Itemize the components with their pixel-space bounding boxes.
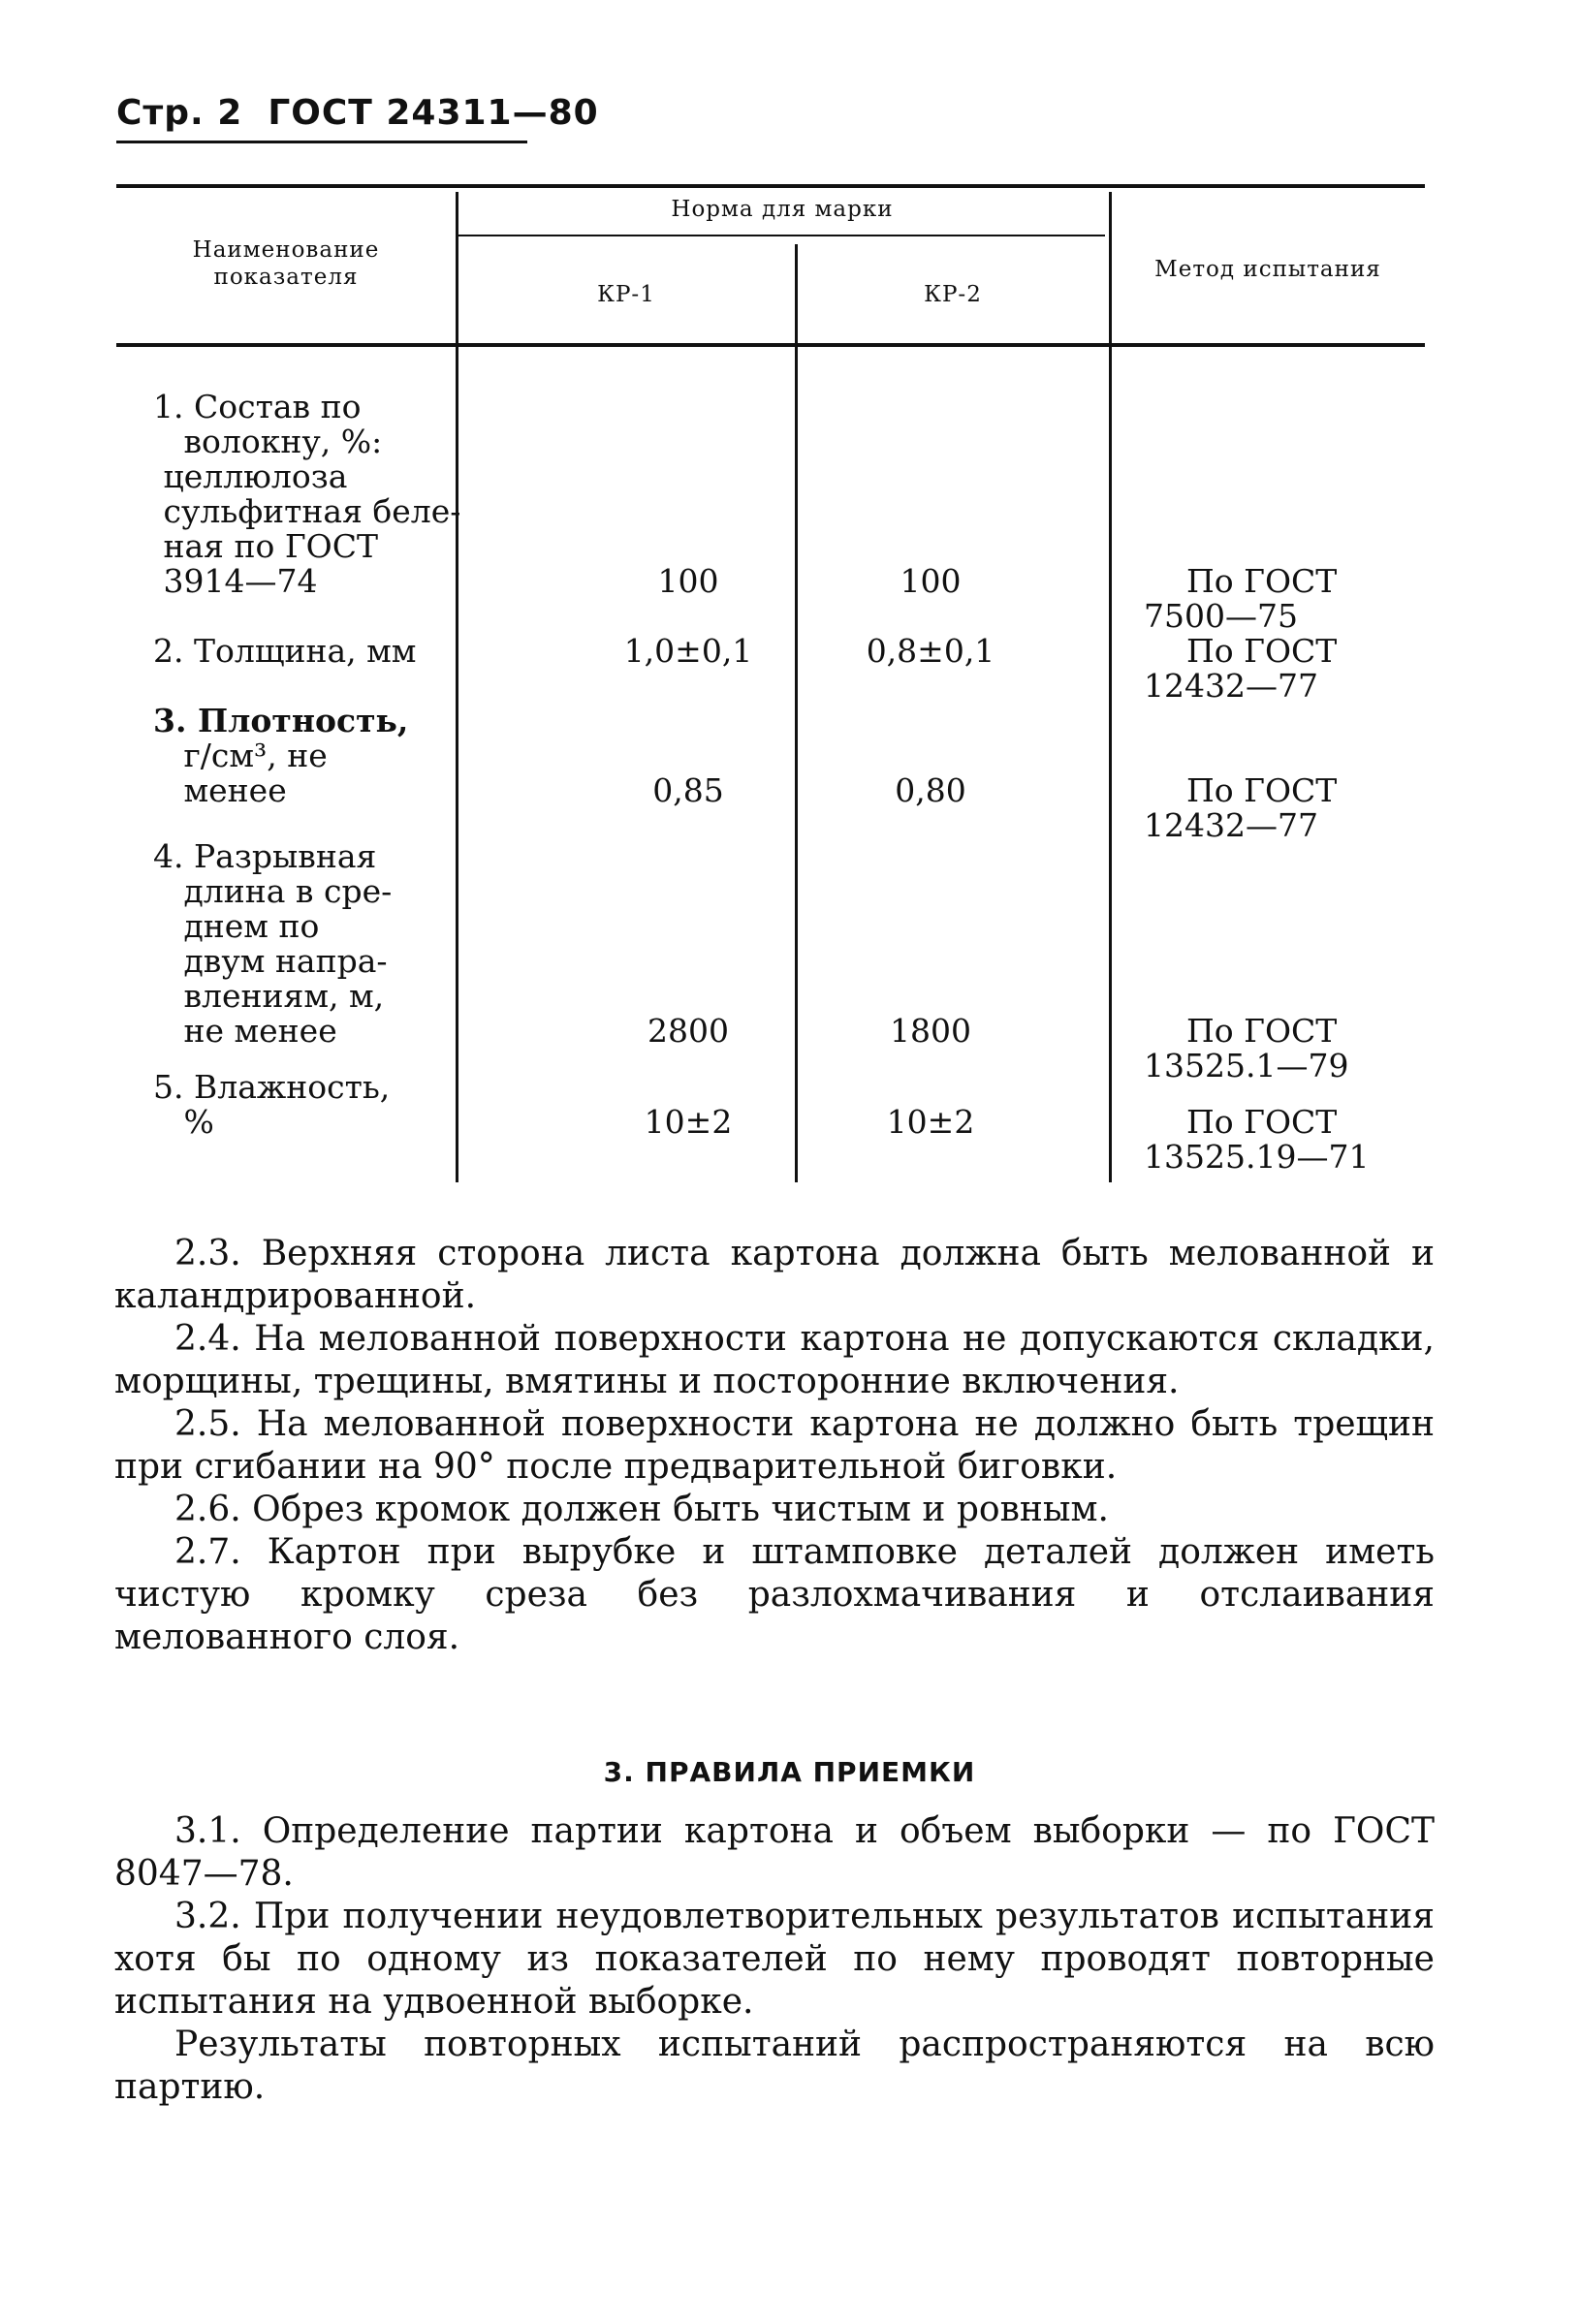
section-3-heading: 3. ПРАВИЛА ПРИЕМКИ [603, 1756, 976, 1788]
col-header-method: Метод испытания [1154, 257, 1381, 282]
paragraph-2-4: 2.4. На мелованной поверхности картона не допускаются складки, морщины, трещины, вмятины и посторонние включения. [114, 1319, 1435, 1401]
requirements-table [116, 184, 1425, 1182]
row-5-method-std: 13525.19—71 [1144, 1138, 1370, 1176]
row-4-method [1144, 1014, 1396, 1083]
paragraph-2-5: 2.5. На мелованной поверхности картона не должно быть трещин при сгибании на 90° после предварительной биговки. [114, 1404, 1435, 1487]
col-header-norm: Норма для марки [671, 197, 894, 222]
row-1-method [1144, 564, 1396, 634]
standard-designation: ГОСТ 24311—80 [268, 93, 599, 133]
row-1-kr1: 100 [657, 562, 719, 600]
row-3-method-ref: По ГОСТ [1186, 771, 1338, 809]
col-header-name: Наименование показателя [192, 237, 380, 290]
row-4-kr2: 1800 [890, 1012, 971, 1050]
row-3-method-std: 12432—77 [1144, 806, 1318, 844]
paragraph-3-1: 3.1. Определение партии картона и объем выборки — по ГОСТ 8047—78. [114, 1811, 1435, 1894]
column-divider-3 [1109, 192, 1112, 1182]
row-5-kr1: 10±2 [644, 1103, 733, 1141]
row-3-kr1: 0,85 [652, 771, 724, 809]
row-5-name: 5. Влажность, % [153, 1068, 391, 1141]
row-4-method-ref: По ГОСТ [1186, 1012, 1338, 1050]
row-1-method-ref: По ГОСТ [1186, 562, 1338, 600]
running-header [116, 93, 599, 133]
row-3-name: г/см³, не менее [183, 737, 328, 809]
header-rule [116, 141, 527, 143]
row-1-kr2: 100 [900, 562, 962, 600]
row-5-method-ref: По ГОСТ [1186, 1103, 1338, 1141]
row-2-method-ref: По ГОСТ [1186, 632, 1338, 670]
col-header-kr2: КР-2 [924, 282, 982, 307]
paragraph-2-6: 2.6. Обрез кромок должен быть чистым и ровным. [174, 1490, 1109, 1529]
paragraph-2-3: 2.3. Верхняя сторона листа картона должна быть мелованной и каландрированной. [114, 1234, 1435, 1316]
row-1-method-std: 7500—75 [1144, 597, 1298, 635]
row-1-name: 1. Состав по волокну, %: целлюлоза сульфитная беле- ная по ГОСТ 3914—74 [153, 388, 461, 600]
row-5-kr2: 10±2 [886, 1103, 975, 1141]
table-header-rule [116, 343, 1425, 347]
row-2-kr1: 1,0±0,1 [623, 632, 753, 670]
page-number: Стр. 2 [116, 93, 243, 133]
row-2-name: 2. Толщина, мм [153, 632, 417, 670]
paragraph-3-2-results: Результаты повторных испытаний распространяются на всю партию. [114, 2025, 1435, 2107]
table-top-rule [116, 184, 1425, 188]
paragraph-3-2: 3.2. При получении неудовлетворительных результатов испытания хотя бы по одному из показателей по нему проводят повторные испытания на удвоенной выборке. [114, 1897, 1435, 2022]
row-4-method-std: 13525.1—79 [1144, 1047, 1349, 1084]
norm-subheader-rule [458, 235, 1105, 236]
row-2-method [1144, 634, 1396, 704]
row-4-kr1: 2800 [647, 1012, 729, 1050]
paragraph-2-7: 2.7. Картон при вырубке и штамповке деталей должен иметь чистую кромку среза без разлохмачивания и отслаивания мелованного слоя. [114, 1532, 1435, 1657]
row-3-name-title: 3. Плотность, [153, 702, 409, 739]
row-3-method [1144, 773, 1396, 843]
row-3-kr2: 0,80 [895, 771, 966, 809]
col-header-kr1: КР-1 [597, 282, 655, 307]
row-2-method-std: 12432—77 [1144, 667, 1318, 705]
row-2-kr2: 0,8±0,1 [866, 632, 995, 670]
row-4-name: 4. Разрывная длина в сре- днем по двум напра- влениям, м, не менее [153, 837, 393, 1050]
row-5-method [1144, 1105, 1396, 1175]
